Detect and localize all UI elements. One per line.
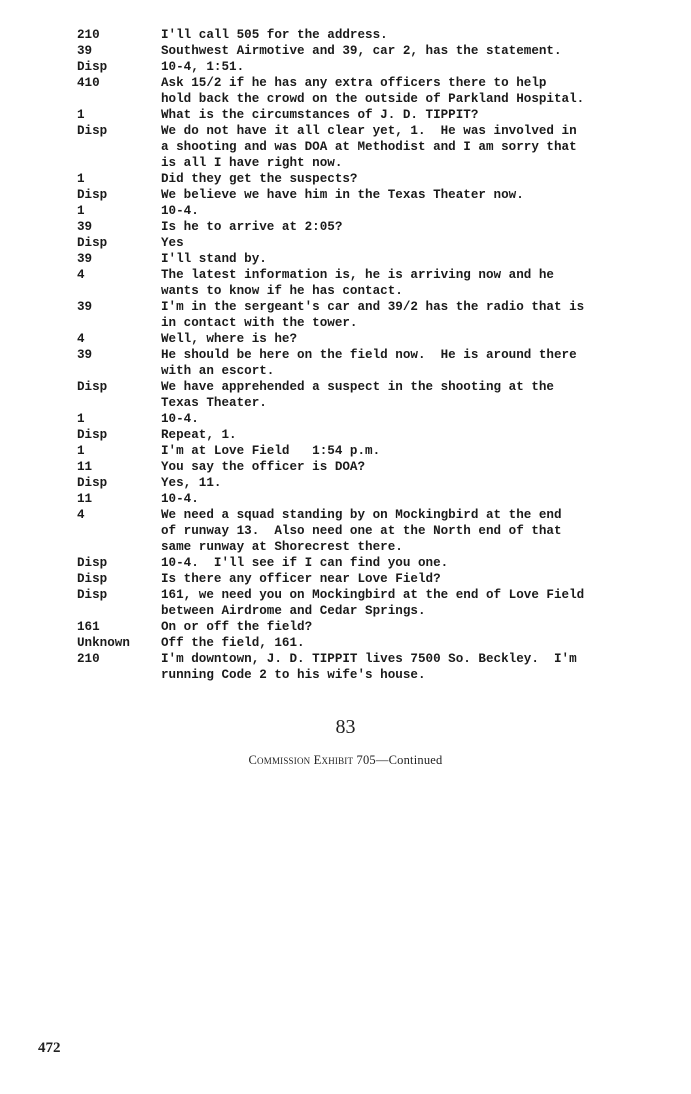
transmission-line: 10-4. xyxy=(161,204,199,218)
transcript-row xyxy=(77,379,667,411)
transmission-text xyxy=(161,587,667,619)
transcript-row xyxy=(77,43,667,59)
transmission-line: You say the officer is DOA? xyxy=(161,460,366,474)
transcript-row xyxy=(77,331,667,347)
speaker-label: Disp xyxy=(77,124,108,138)
transmission-text xyxy=(161,571,667,587)
transmission-line: Ask 15/2 if he has any extra officers there to help xyxy=(161,76,547,90)
transmission-line: running Code 2 to his wife's house. xyxy=(161,668,426,682)
speaker-label: 39 xyxy=(77,300,93,314)
transmission-text xyxy=(161,59,667,75)
transmission-line: On or off the field? xyxy=(161,620,313,634)
transmission-text xyxy=(161,75,667,107)
transmission-text xyxy=(161,475,667,491)
folio-number: 472 xyxy=(38,1040,61,1056)
speaker-label: 39 xyxy=(77,252,93,266)
exhibit-caption-number: 705 xyxy=(356,753,376,767)
transmission-line: Did they get the suspects? xyxy=(161,172,358,186)
transcript-row xyxy=(77,123,667,171)
transmission-text xyxy=(161,203,667,219)
speaker-label: Unknown xyxy=(77,636,130,650)
transcript-row xyxy=(77,507,667,555)
transmission-line: He should be here on the field now. He is around there xyxy=(161,348,577,362)
transmission-text xyxy=(161,507,667,555)
speaker-label: 161 xyxy=(77,620,100,634)
transcript-row xyxy=(77,587,667,619)
transmission-text xyxy=(161,219,667,235)
transmission-text xyxy=(161,187,667,203)
transmission-text xyxy=(161,459,667,475)
exhibit-caption-label: Commission Exhibit xyxy=(248,753,354,767)
transmission-text xyxy=(161,251,667,267)
transcript-row xyxy=(77,443,667,459)
transmission-line: Off the field, 161. xyxy=(161,636,305,650)
speaker-label: 1 xyxy=(77,412,85,426)
transcript-row xyxy=(77,299,667,331)
exhibit-caption-suffix: —Continued xyxy=(375,753,443,767)
transcript-row xyxy=(77,267,667,299)
transcript-row xyxy=(77,651,667,683)
transmission-line: wants to know if he has contact. xyxy=(161,284,403,298)
transcript-row xyxy=(77,75,667,107)
radio-transcript xyxy=(77,27,667,683)
transcript-row xyxy=(77,219,667,235)
transmission-text xyxy=(161,555,667,571)
transcript-row xyxy=(77,459,667,475)
transmission-line: I'm in the sergeant's car and 39/2 has the radio that is xyxy=(161,300,585,314)
transmission-line: We have apprehended a suspect in the shooting at the xyxy=(161,380,554,394)
transmission-text xyxy=(161,347,667,379)
transmission-line: Is there any officer near Love Field? xyxy=(161,572,441,586)
transmission-text xyxy=(161,107,667,123)
transmission-line: in contact with the tower. xyxy=(161,316,358,330)
transmission-line: Texas Theater. xyxy=(161,396,267,410)
transcript-row xyxy=(77,27,667,43)
transmission-line: I'm downtown, J. D. TIPPIT lives 7500 So. Beckley. I'm xyxy=(161,652,577,666)
transmission-text xyxy=(161,651,667,683)
transcript-row xyxy=(77,171,667,187)
speaker-label: 11 xyxy=(77,460,93,474)
speaker-label: Disp xyxy=(77,428,108,442)
transmission-text xyxy=(161,43,667,59)
transcript-row xyxy=(77,555,667,571)
transmission-text xyxy=(161,427,667,443)
transmission-line: Is he to arrive at 2:05? xyxy=(161,220,343,234)
transmission-line: Yes, 11. xyxy=(161,476,222,490)
speaker-label: Disp xyxy=(77,380,108,394)
speaker-label: 4 xyxy=(77,508,85,522)
transmission-text xyxy=(161,411,667,427)
transcript-row xyxy=(77,427,667,443)
exhibit-caption xyxy=(0,753,691,768)
transmission-line: 10-4. xyxy=(161,412,199,426)
transcript-row xyxy=(77,59,667,75)
transmission-text xyxy=(161,267,667,299)
transmission-text xyxy=(161,27,667,43)
transmission-text xyxy=(161,299,667,331)
transmission-text xyxy=(161,379,667,411)
speaker-label: 39 xyxy=(77,348,93,362)
speaker-label: 1 xyxy=(77,444,85,458)
transmission-line: Well, where is he? xyxy=(161,332,298,346)
transmission-line: a shooting and was DOA at Methodist and I am sorry that xyxy=(161,140,577,154)
speaker-label: Disp xyxy=(77,572,108,586)
speaker-label: 410 xyxy=(77,76,100,90)
transmission-line: Southwest Airmotive and 39, car 2, has the statement. xyxy=(161,44,562,58)
speaker-label: 1 xyxy=(77,172,85,186)
transmission-line: I'm at Love Field 1:54 p.m. xyxy=(161,444,381,458)
transmission-line: 10-4. xyxy=(161,492,199,506)
transcript-row xyxy=(77,491,667,507)
transmission-line: Repeat, 1. xyxy=(161,428,237,442)
transcript-row xyxy=(77,235,667,251)
transcript-row xyxy=(77,107,667,123)
transmission-text xyxy=(161,443,667,459)
speaker-label: Disp xyxy=(77,60,108,74)
transmission-line: 10-4, 1:51. xyxy=(161,60,245,74)
transmission-line: 161, we need you on Mockingbird at the end of Love Field xyxy=(161,588,585,602)
transmission-text xyxy=(161,635,667,651)
transmission-text xyxy=(161,619,667,635)
transmission-text xyxy=(161,171,667,187)
transmission-text xyxy=(161,331,667,347)
transmission-line: with an escort. xyxy=(161,364,275,378)
speaker-label: Disp xyxy=(77,476,108,490)
transmission-line: between Airdrome and Cedar Springs. xyxy=(161,604,426,618)
speaker-label: 210 xyxy=(77,652,100,666)
speaker-label: Disp xyxy=(77,236,108,250)
transmission-line: What is the circumstances of J. D. TIPPIT? xyxy=(161,108,479,122)
speaker-label: 39 xyxy=(77,44,93,58)
transcript-row xyxy=(77,203,667,219)
transmission-text xyxy=(161,123,667,171)
transmission-line: of runway 13. Also need one at the North end of that xyxy=(161,524,562,538)
transmission-line: We need a squad standing by on Mockingbird at the end xyxy=(161,508,562,522)
transcript-row xyxy=(77,347,667,379)
transmission-text xyxy=(161,235,667,251)
speaker-label: 39 xyxy=(77,220,93,234)
transmission-line: I'll call 505 for the address. xyxy=(161,28,388,42)
transmission-line: hold back the crowd on the outside of Parkland Hospital. xyxy=(161,92,585,106)
transcript-row xyxy=(77,187,667,203)
transcript-row xyxy=(77,251,667,267)
speaker-label: Disp xyxy=(77,556,108,570)
transmission-line: 10-4. I'll see if I can find you one. xyxy=(161,556,449,570)
speaker-label: 11 xyxy=(77,492,93,506)
transcript-row xyxy=(77,475,667,491)
transcript-row xyxy=(77,411,667,427)
transmission-line: We believe we have him in the Texas Theater now. xyxy=(161,188,524,202)
transmission-line: The latest information is, he is arriving now and he xyxy=(161,268,554,282)
transmission-line: same runway at Shorecrest there. xyxy=(161,540,403,554)
speaker-label: 4 xyxy=(77,268,85,282)
transmission-line: We do not have it all clear yet, 1. He was involved in xyxy=(161,124,577,138)
transmission-line: is all I have right now. xyxy=(161,156,343,170)
speaker-label: Disp xyxy=(77,588,108,602)
transmission-line: I'll stand by. xyxy=(161,252,267,266)
speaker-label: 1 xyxy=(77,108,85,122)
speaker-label: Disp xyxy=(77,188,108,202)
speaker-label: 1 xyxy=(77,204,85,218)
transmission-text xyxy=(161,491,667,507)
transcript-row xyxy=(77,619,667,635)
page-number: 83 xyxy=(335,716,356,738)
speaker-label: 4 xyxy=(77,332,85,346)
transcript-row xyxy=(77,635,667,651)
speaker-label: 210 xyxy=(77,28,100,42)
transcript-row xyxy=(77,571,667,587)
transmission-line: Yes xyxy=(161,236,184,250)
